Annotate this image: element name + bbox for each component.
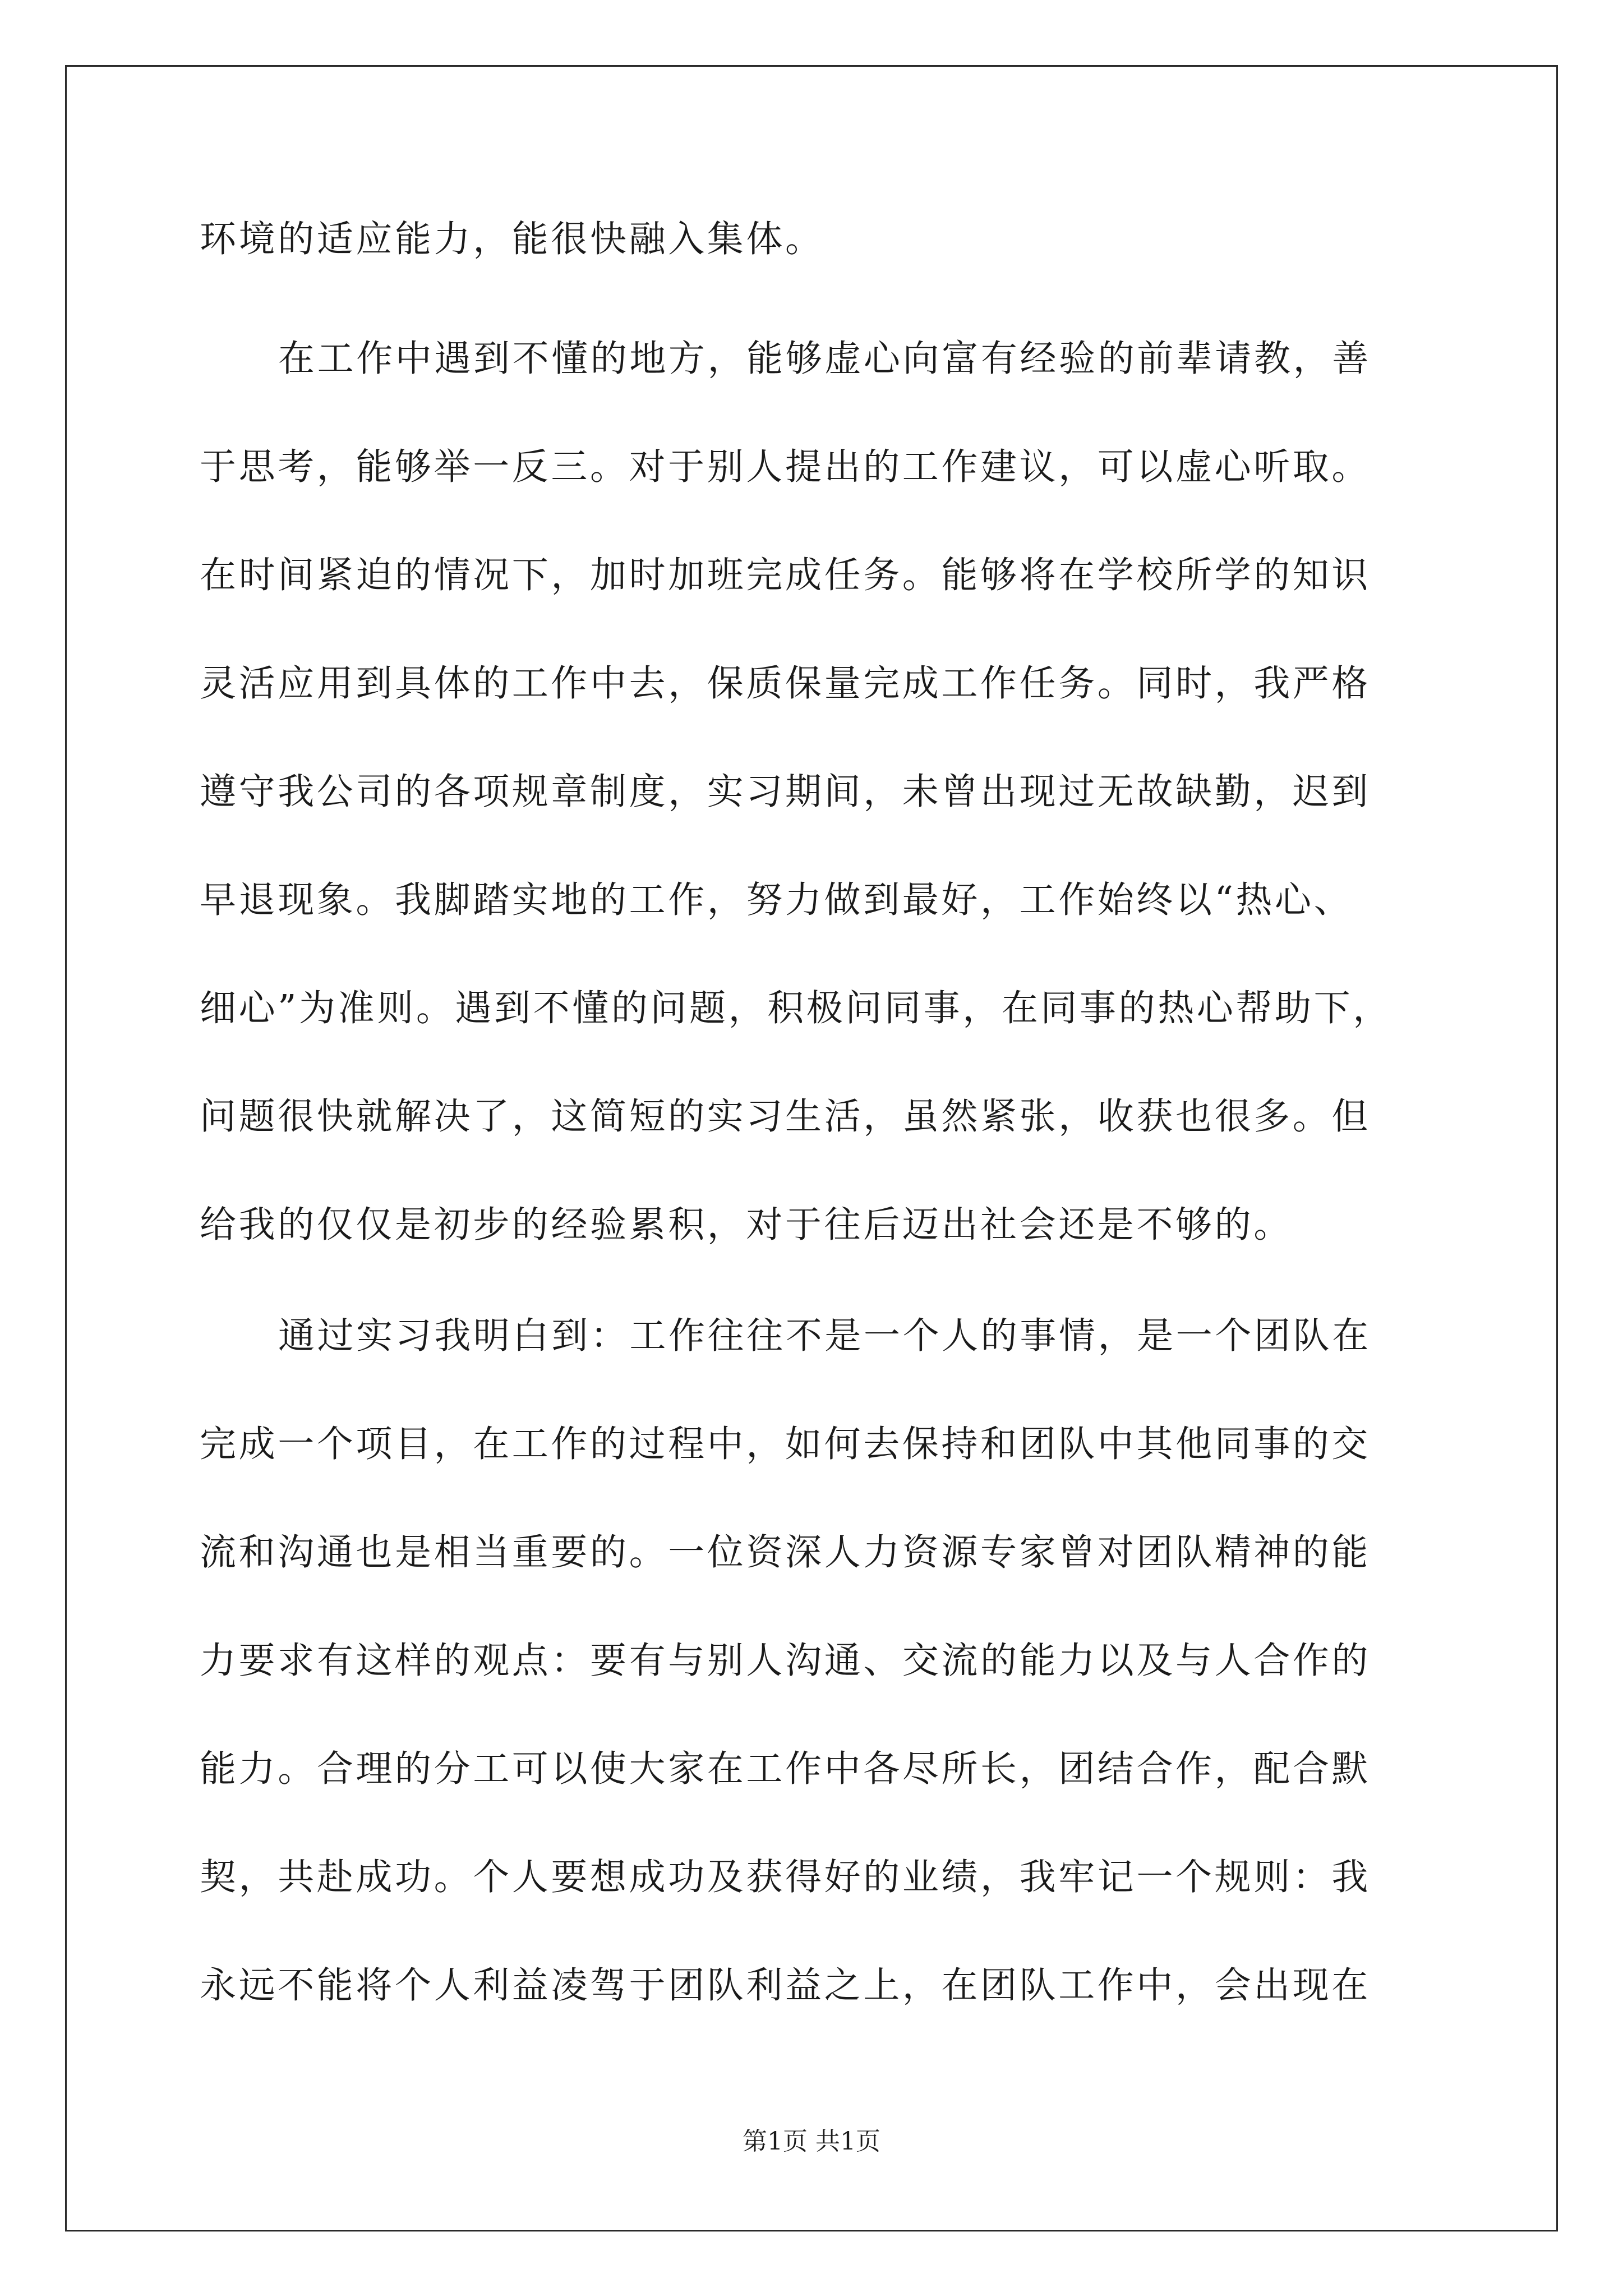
text-line-12: 完成一个项目，在工作的过程中，如何去保持和团队中其他同事的交 [200,1423,1371,1465]
text-line-7: 早退现象。我脚踏实地的工作，努力做到最好，工作始终以“热心、 [200,879,1353,921]
text-line-14: 力要求有这样的观点：要有与别人沟通、交流的能力以及与人合作的 [200,1640,1371,1682]
text-line-15: 能力。合理的分工可以使大家在工作中各尽所长，团结合作，配合默 [200,1748,1371,1790]
text-line-17: 永远不能将个人利益凌驾于团队利益之上，在团队工作中，会出现在 [200,1964,1371,2007]
page-number-footer: 第1页 共1页 [743,2127,880,2156]
text-line-8: 细心”为准则。遇到不懂的问题，积极问同事，在同事的热心帮助下， [200,987,1392,1029]
text-line-3: 于思考，能够举一反三。对于别人提出的工作建议，可以虚心听取。 [200,446,1371,488]
text-line-13: 流和沟通也是相当重要的。一位资深人力资源专家曾对团队精神的能 [200,1531,1371,1573]
text-line-5: 灵活应用到具体的工作中去，保质保量完成工作任务。同时，我严格 [200,662,1371,705]
text-line-11: 通过实习我明白到：工作往往不是一个人的事情，是一个团队在 [278,1315,1371,1357]
text-line-10: 给我的仅仅是初步的经验累积，对于往后迈出社会还是不够的。 [200,1204,1293,1246]
text-line-16: 契，共赴成功。个人要想成功及获得好的业绩，我牢记一个规则：我 [200,1856,1371,1898]
text-line-1: 环境的适应能力，能很快融入集体。 [200,218,824,260]
text-line-4: 在时间紧迫的情况下，加时加班完成任务。能够将在学校所学的知识 [200,554,1371,596]
text-line-9: 问题很快就解决了，这简短的实习生活，虽然紧张，收获也很多。但 [200,1096,1371,1138]
text-line-6: 遵守我公司的各项规章制度，实习期间，未曾出现过无故缺勤，迟到 [200,771,1371,813]
text-line-2: 在工作中遇到不懂的地方，能够虚心向富有经验的前辈请教，善 [278,338,1371,380]
